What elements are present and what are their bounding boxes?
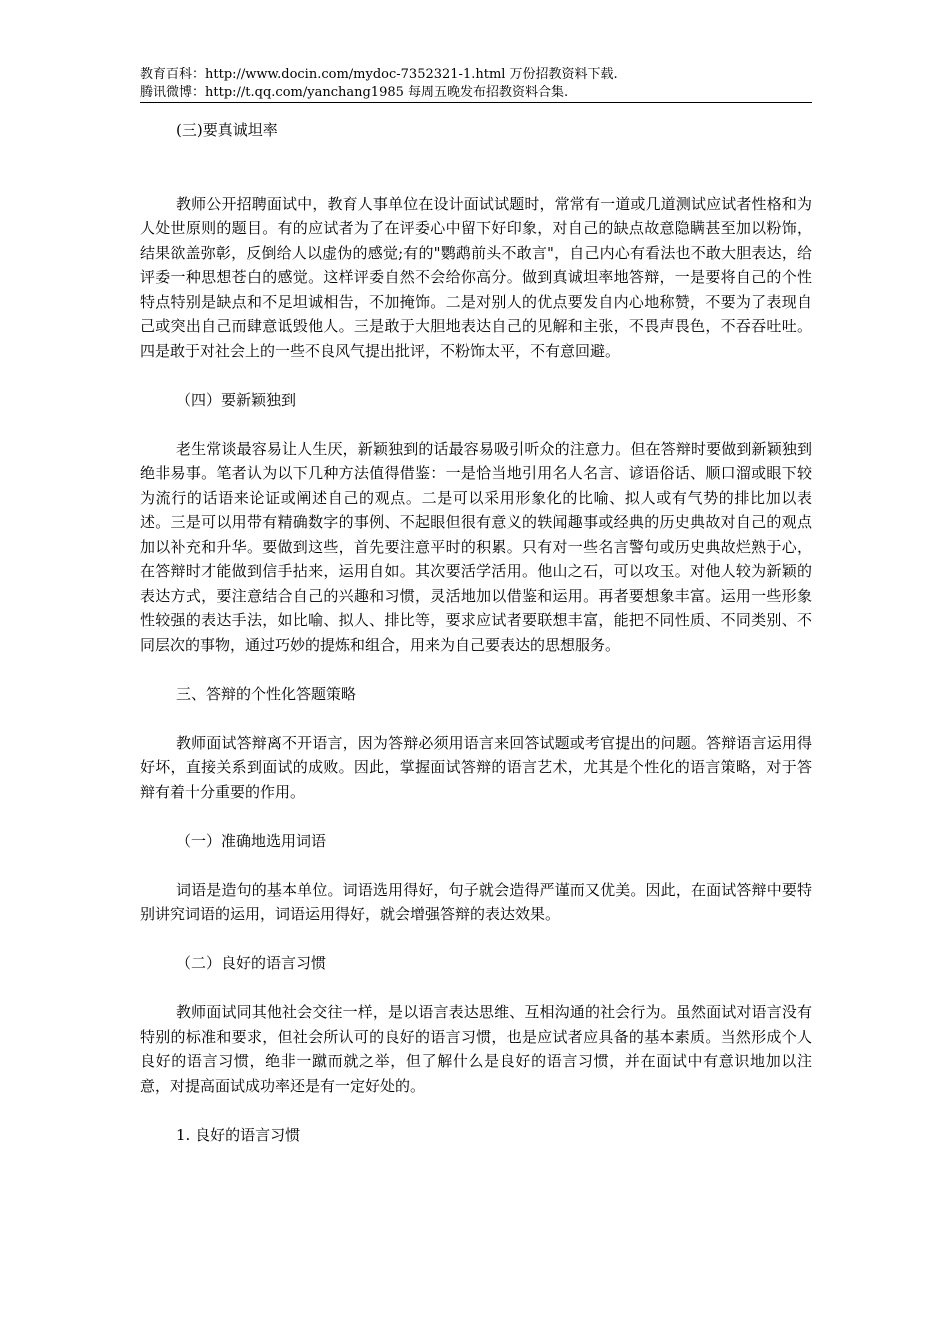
paragraph-word-choice: 词语是造句的基本单位。词语选用得好，句子就会造得严谨而又优美。因此，在面试答辩中要特别讲究词语的运用，词语运用得好，就会增强答辩的表达效果。 <box>140 880 812 923</box>
paragraph-strategy: 教师面试答辩离不开语言，因为答辩必须用语言来回答试题或考官提出的问题。答辩语言运用得好坏，直接关系到面试的成败。因此，掌握面试答辩的语言艺术，尤其是个性化的语言策略，对于答辩有着十分重要的作用。 <box>140 733 812 801</box>
section-heading-novel: （四）要新颖独到 <box>176 390 297 409</box>
header-line-docin: 教育百科：http://www.docin.com/mydoc-7352321-1.html 万份招教资料下载. <box>140 67 618 82</box>
paragraph-language-habits: 教师面试同其他社会交往一样，是以语言表达思维、互相沟通的社会行为。虽然面试对语言没有特别的标准和要求，但社会所认可的良好的语言习惯，也是应试者应具备的基本素质。当然形成个人良好的语言习惯，绝非一蹴而就之举，但了解什么是良好的语言习惯，并在面试中有意识地加以注意，对提高面试成功率还是有一定好处的。 <box>140 1003 812 1095</box>
section-heading-strategy: 三、答辩的个性化答题策略 <box>176 684 357 703</box>
document-body <box>140 118 812 1147</box>
section-heading-language-habits: （二）良好的语言习惯 <box>176 954 327 972</box>
page-header <box>140 66 812 102</box>
paragraph-novel: 老生常谈最容易让人生厌，新颖独到的话最容易吸引听众的注意力。但在答辩时要做到新颖独到绝非易事。笔者认为以下几种方法值得借鉴：一是恰当地引用名人名言、谚语俗话、顺口溜或眼下较为流行的话语来论证或阐述自己的观点。二是可以采用形象化的比喻、拟人或有气势的排比加以表述。三是可以用带有精确数字的事例、不起眼但很有意义的轶闻趣事或经典的历史典故对自己的观点加以补充和升华。要做到这些，首先要注意平时的积累。只有对一些名言警句或历史典故烂熟于心，在答辩时才能做到信手拈来，运用自如。其次要活学活用。他山之石，可以攻玉。对他人较为新颖的表达方式，要注意结合自己的兴趣和习惯，灵活地加以借鉴和运用。再者要想象丰富。运用一些形象性较强的表达手法，如比喻、拟人、排比等，要求应试者要联想丰富，能把不同性质、不同类别、不同层次的事物，通过巧妙的提炼和组合，用来为自己要表达的思想服务。 <box>140 439 812 654</box>
header-divider <box>140 102 812 103</box>
header-line-weibo: 腾讯微博：http://t.qq.com/yanchang1985 每周五晚发布招教资料合集. <box>140 85 569 100</box>
paragraph-sincere: 教师公开招聘面试中，教育人事单位在设计面试试题时，常常有一道或几道测试应试者性格和为人处世原则的题目。有的应试者为了在评委心中留下好印象，对自己的缺点故意隐瞒甚至加以粉饰，结果欲盖弥彰，反倒给人以虚伪的感觉;有的"鹦鹉前头不敢言"，自己内心有看法也不敢大胆表达，给评委一种思想苍白的感觉。这样评委自然不会给你高分。做到真诚坦率地答辩，一是要将自己的个性特点特别是缺点和不足坦诚相告，不加掩饰。二是对别人的优点要发自内心地称赞，不要为了表现自己或突出自己而肆意诋毁他人。三是敢于大胆地表达自己的见解和主张，不畏声畏色，不吞吞吐吐。四是敢于对社会上的一些不良风气提出批评，不粉饰太平，不有意回避。 <box>140 194 812 360</box>
subsection-heading-good-habits: 1. 良好的语言习惯 <box>176 1125 301 1144</box>
section-heading-word-choice: （一）准确地选用词语 <box>176 831 327 850</box>
section-heading-sincere: (三)要真诚坦率 <box>176 121 278 139</box>
